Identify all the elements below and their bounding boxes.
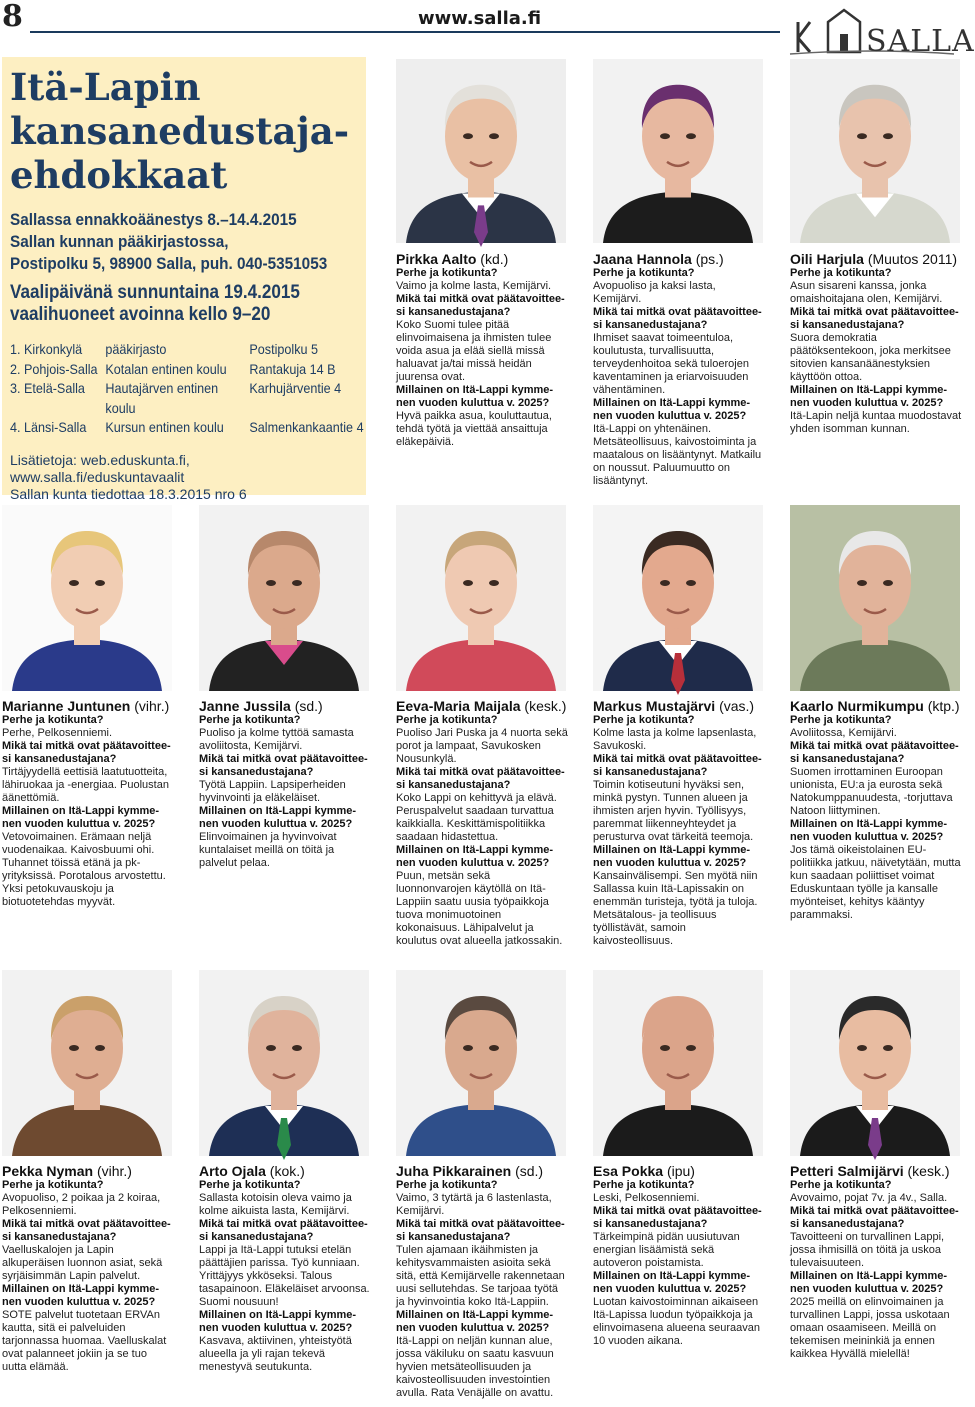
question-future [593, 1270, 765, 1296]
question-future-line: Millainen on Itä-Lappi kymme- [593, 1270, 751, 1282]
location-address: Postipolku 5 [249, 341, 319, 357]
question-goals-line: Mikä tai mitkä ovat päätavoittee- [790, 306, 959, 318]
polling-locations [10, 340, 370, 438]
question-future-line: nen vuoden kuluttua v. 2025? [396, 397, 550, 409]
location-address: Karhujärventie 4 [249, 380, 342, 396]
candidate-name [396, 1164, 568, 1179]
candidate-profile [396, 699, 568, 948]
election-info-box [2, 57, 366, 502]
candidate-photo [396, 505, 566, 691]
question-future [593, 844, 765, 870]
answer-future: Luotan kaivostoiminnan aikaiseen Itä-Lapissa luodun työpaikkoja ja elinvoimasena alueena seuraavan 10 vuoden aikana. [593, 1296, 760, 1347]
early-voting-line: Sallan kunnan pääkirjastossa, [10, 232, 229, 251]
answer-goals: Tavoitteeni on turvallinen Lappi, jossa ihmisillä on töitä ja uskoa tulevaisuuteen. [790, 1231, 945, 1269]
question-family: Perhe ja kotikunta? [2, 1179, 104, 1191]
question-goals [396, 293, 568, 319]
question-future [199, 1309, 371, 1335]
question-family: Perhe ja kotikunta? [396, 714, 498, 726]
answer-future: Puun, metsän sekä luonnonvarojen käytöllä on Itä-Lappiin saatu uusia työpaikkoja tuova monimuotoinen kokonaisuus. Lähipalvelut ja koulutus ovat alueella jatkossakin. [396, 870, 563, 947]
question-future-line: nen vuoden kuluttua v. 2025? [593, 410, 747, 422]
candidate-name [396, 252, 568, 267]
candidate-name-text: Markus Mustajärvi [593, 698, 716, 714]
question-goals-line: Mikä tai mitkä ovat päätavoittee- [593, 1205, 762, 1217]
question-future [593, 397, 765, 423]
question-goals-line: si kansanedustajana? [593, 766, 708, 778]
polling-location [10, 379, 370, 418]
candidate-party: (kesk.) [524, 698, 567, 714]
page-number: 8 [2, 0, 23, 34]
location-place: Hautajärven entinen koulu [105, 380, 219, 416]
question-future [396, 1309, 568, 1335]
question-future-line: nen vuoden kuluttua v. 2025? [790, 831, 944, 843]
question-goals-line: si kansanedustajana? [396, 779, 511, 791]
question-family: Perhe ja kotikunta? [593, 267, 695, 279]
candidate-name [790, 699, 962, 714]
candidate-party: (vihr.) [134, 698, 170, 714]
answer-goals: Toimin kotiseutuni hyväksi sen, minkä pystyn. Tunnen alueen ja ihmisten arjen hyvin. Työllisyys, paremmat liikenneyhteydet ja perusturva ovat tärkeitä teemoja. [593, 779, 754, 843]
info-title-line: kansanedustaja- [10, 109, 350, 153]
candidate-name [593, 1164, 765, 1179]
answer-family: Avopuoliso ja kaksi lasta, Kemijärvi. [593, 280, 716, 305]
candidate-name-text: Petteri Salmijärvi [790, 1163, 904, 1179]
candidate-party: (sd.) [294, 698, 323, 714]
question-family: Perhe ja kotikunta? [2, 714, 104, 726]
answer-family: Puoliso Jari Puska ja 4 nuorta sekä porot ja lampaat, Savukosken Nousunkylä. [396, 727, 568, 765]
early-voting-line: Postipolku 5, 98900 Salla, puh. 040-5351053 [10, 254, 328, 273]
candidate-photo [199, 505, 369, 691]
info-title-line: ehdokkaat [10, 153, 228, 197]
question-goals-line: si kansanedustajana? [790, 1218, 905, 1230]
polling-location [10, 340, 370, 360]
question-goals [593, 306, 765, 332]
question-future [790, 384, 962, 410]
answer-future: Itä-Lapin neljä kuntaa muodostavat yhden isomman kunnan. [790, 410, 962, 435]
candidate-photo [790, 505, 960, 691]
candidate-name [790, 252, 962, 267]
question-goals [790, 1205, 962, 1231]
question-goals-line: Mikä tai mitkä ovat päätavoittee- [2, 1218, 171, 1230]
answer-future: Itä-Lappi on yhtenäinen. Metsäteollisuus, kaivostoiminta ja maatalous on lisääntynyt. Matkailu on noussut. Paluumuutto on lisääntynyt. [593, 423, 762, 487]
question-future-line: nen vuoden kuluttua v. 2025? [396, 857, 550, 869]
candidate-profile [199, 1164, 371, 1374]
candidate-photo [2, 970, 172, 1156]
question-family: Perhe ja kotikunta? [396, 1179, 498, 1191]
answer-future: Vetovoimainen. Erämaan neljä vuodenaikaa. Kaivosbuumi ohi. Tuhannet töissä etänä ja pk-yrityksissä. Porotalous arvostettu. Yksi petokuvauskoju ja biotuotetehdas myyvät. [2, 831, 166, 908]
candidate-name [2, 699, 174, 714]
candidate-profile [593, 252, 765, 488]
candidate-name-text: Oili Harjula [790, 251, 864, 267]
candidate-name-text: Jaana Hannola [593, 251, 692, 267]
question-future-line: nen vuoden kuluttua v. 2025? [593, 857, 747, 869]
location-name: 3. Etelä-Salla [10, 380, 85, 396]
question-future-line: nen vuoden kuluttua v. 2025? [396, 1322, 550, 1334]
candidate-party: (vihr.) [96, 1163, 132, 1179]
question-goals-line: Mikä tai mitkä ovat päätavoittee- [593, 753, 762, 765]
question-future [396, 384, 568, 410]
question-goals-line: si kansanedustajana? [790, 319, 905, 331]
question-goals-line: Mikä tai mitkä ovat päätavoittee- [790, 1205, 959, 1217]
question-family: Perhe ja kotikunta? [593, 714, 695, 726]
question-goals [199, 753, 371, 779]
answer-goals: Tirtäjyydellä eettisiä laatutuotteita, lähiruokaa ja -energiaa. Puolustan äänettömiä. [2, 766, 169, 804]
candidate-name [199, 1164, 371, 1179]
question-goals-line: si kansanedustajana? [2, 753, 117, 765]
question-goals-line: Mikä tai mitkä ovat päätavoittee- [2, 740, 171, 752]
candidate-party: (ktp.) [927, 698, 960, 714]
question-future-line: Millainen on Itä-Lappi kymme- [593, 844, 751, 856]
early-voting-line: Sallassa ennakkoäänestys 8.–14.4.2015 [10, 210, 297, 229]
answer-future: SOTE palvelut tuotetaan ERVAn kautta, sitä ei palveluiden tarjonnassa huomaa. Vaelluskalat ovat palanneet jokiin ja se tuo uutta elämää. [2, 1309, 167, 1373]
question-future [2, 1283, 174, 1309]
question-goals [790, 306, 962, 332]
location-name: 2. Pohjois-Salla [10, 360, 98, 377]
salla-logo [788, 8, 975, 60]
candidate-photo [790, 59, 960, 243]
answer-family: Avopuoliso, 2 poikaa ja 2 koiraa, Pelkosenniemi. [2, 1192, 161, 1217]
question-goals-line: si kansanedustajana? [396, 306, 511, 318]
question-future-line: Millainen on Itä-Lappi kymme- [790, 384, 948, 396]
notice-text: Sallan kunta tiedottaa 18.3.2015 nro 6 [10, 485, 247, 502]
question-family: Perhe ja kotikunta? [199, 1179, 301, 1191]
answer-family: Avoliitossa, Kemijärvi. [790, 727, 897, 739]
question-goals-line: si kansanedustajana? [593, 319, 708, 331]
answer-goals: Tärkeimpinä pidän uusiutuvan energian lisäämistä sekä autoveron poistamista. [593, 1231, 740, 1269]
candidate-party: (vas.) [719, 698, 755, 714]
question-future-line: nen vuoden kuluttua v. 2025? [2, 818, 156, 830]
question-future-line: Millainen on Itä-Lappi kymme- [396, 384, 554, 396]
question-goals-line: si kansanedustajana? [396, 1231, 511, 1243]
answer-family: Puoliso ja kolme tyttöä samasta avoliitosta, Kemijärvi. [199, 727, 354, 752]
candidate-photo [396, 970, 566, 1156]
candidate-profile [790, 252, 962, 436]
question-goals-line: si kansanedustajana? [593, 1218, 708, 1230]
question-future-line: Millainen on Itä-Lappi kymme- [396, 1309, 554, 1321]
answer-goals: Ihmiset saavat toimeentuloa, koulutusta, turvallisuutta, terveydenhoitoa sekä tuloerojen kaventaminen ja eriarvoisuuden vähentäminen. [593, 332, 749, 396]
question-goals [199, 1218, 371, 1244]
candidate-profile [199, 699, 371, 870]
answer-future: Kasvava, aktiivinen, yhteistyötä alueella ja yli rajan tekevä menestyvä seutukunta. [199, 1335, 352, 1373]
answer-family: Perhe, Pelkosenniemi. [2, 727, 113, 739]
question-family: Perhe ja kotikunta? [396, 267, 498, 279]
question-goals [2, 1218, 174, 1244]
question-future-line: Millainen on Itä-Lappi kymme- [2, 805, 160, 817]
candidate-party: (Muutos 2011) [867, 251, 958, 267]
question-goals-line: si kansanedustajana? [199, 766, 314, 778]
candidate-name-text: Arto Ojala [199, 1163, 266, 1179]
question-future-line: Millainen on Itä-Lappi kymme- [2, 1283, 160, 1295]
location-place: Kotalan entinen koulu [105, 360, 227, 377]
early-voting [10, 209, 370, 275]
question-goals-line: Mikä tai mitkä ovat päätavoittee- [396, 1218, 565, 1230]
question-goals-line: Mikä tai mitkä ovat päätavoittee- [593, 306, 762, 318]
candidate-name-text: Marianne Juntunen [2, 698, 131, 714]
candidate-name [2, 1164, 174, 1179]
candidate-profile [396, 252, 568, 449]
location-place: Kursun entinen koulu [105, 419, 224, 435]
answer-future: Elinvoimainen ja hyvinvoivat kuntalaiset meillä on töitä ja palvelut pelaa. [199, 831, 337, 869]
question-future-line: Millainen on Itä-Lappi kymme- [790, 818, 948, 830]
candidate-photo [593, 59, 763, 243]
candidate-profile [790, 699, 962, 922]
candidate-name-text: Pekka Nyman [2, 1163, 94, 1179]
answer-family: Avovaimo, pojat 7v. ja 4v., Salla. [790, 1192, 948, 1204]
answer-family: Leski, Pelkosenniemi. [593, 1192, 700, 1204]
question-goals [790, 740, 962, 766]
candidate-party: (ipu) [666, 1163, 695, 1179]
location-name: 4. Länsi-Salla [10, 419, 87, 435]
question-future-line: Millainen on Itä-Lappi kymme- [199, 1309, 357, 1321]
answer-goals: Tulen ajamaan ikäihmisten ja kehitysvammaisten asioita sekä sitä, että Kemijärvelle rakennetaan uusi sellutehdas. Se tarjoaa työtä ja hyvinvointia koko Itä-Lappiin. [396, 1244, 565, 1308]
question-future-line: Millainen on Itä-Lappi kymme- [199, 805, 357, 817]
candidate-profile [593, 699, 765, 948]
question-future-line: nen vuoden kuluttua v. 2025? [199, 818, 353, 830]
candidate-profile [2, 1164, 174, 1374]
question-future-line: Millainen on Itä-Lappi kymme- [593, 397, 751, 409]
answer-family: Vaimo ja kolme lasta, Kemijärvi. [396, 280, 552, 292]
answer-goals: Koko Suomi tulee pitää elinvoimaisena ja ihmisten tulee voida asua ja elää siellä missä haluavat ja/tai missä heidän juurensa ovat. [396, 319, 552, 383]
candidate-profile [790, 1164, 962, 1361]
question-future [790, 1270, 962, 1296]
candidate-name [593, 699, 765, 714]
question-goals [593, 1205, 765, 1231]
location-address: Salmenkankaantie 4 [249, 419, 364, 435]
polling-location [10, 418, 370, 438]
question-family: Perhe ja kotikunta? [199, 714, 301, 726]
question-family: Perhe ja kotikunta? [790, 714, 892, 726]
candidate-name-text: Janne Jussila [199, 698, 291, 714]
question-goals [2, 740, 174, 766]
answer-goals: Koko Lappi on kehittyvä ja elävä. Peruspalvelut saadaan turvattua kaikkialla. Keskittämispolitiikka saadaan hidastettua. [396, 792, 557, 843]
question-future-line: nen vuoden kuluttua v. 2025? [2, 1296, 156, 1308]
candidate-name-text: Juha Pikkarainen [396, 1163, 512, 1179]
location-place: pääkirjasto [105, 341, 167, 357]
answer-goals: Vaelluskalojen ja Lapin alkuperäisen luonnon asiat, sekä syrjäisimmän Lapin palvelut. [2, 1244, 163, 1282]
question-future-line: nen vuoden kuluttua v. 2025? [593, 1283, 747, 1295]
header-rule [30, 31, 780, 33]
question-family: Perhe ja kotikunta? [593, 1179, 695, 1191]
candidate-profile [2, 699, 174, 909]
logo-text: SALLA [866, 24, 975, 59]
question-future [199, 805, 371, 831]
question-goals-line: Mikä tai mitkä ovat päätavoittee- [396, 293, 565, 305]
question-future-line: nen vuoden kuluttua v. 2025? [790, 397, 944, 409]
answer-family: Kolme lasta ja kolme lapsenlasta, Savukoski. [593, 727, 757, 752]
candidate-photo [396, 59, 566, 243]
answer-goals: Suomen irrottaminen Euroopan unionista, EU:a ja eurosta sekä Natokumppanuudesta, -torjuttava Natoon liittyminen. [790, 766, 953, 817]
question-goals-line: Mikä tai mitkä ovat päätavoittee- [199, 753, 368, 765]
answer-family: Asun sisareni kanssa, jonka omaishoitajana olen, Kemijärvi. [790, 280, 943, 305]
location-address: Rantakuja 14 B [249, 360, 336, 377]
answer-family: Vaimo, 3 tytärtä ja 6 lastenlasta, Kemijärvi. [396, 1192, 552, 1217]
location-name: 1. Kirkonkylä [10, 341, 83, 357]
question-family: Perhe ja kotikunta? [790, 1179, 892, 1191]
candidate-name-text: Eeva-Maria Maijala [396, 698, 521, 714]
info-title-line: Itä-Lapin [10, 65, 201, 109]
election-day-line: Vaalipäivänä sunnuntaina 19.4.2015 [10, 282, 300, 303]
question-goals-line: Mikä tai mitkä ovat päätavoittee- [396, 766, 565, 778]
candidate-party: (kesk.) [907, 1163, 950, 1179]
candidate-party: (kok.) [269, 1163, 305, 1179]
candidate-name-text: Esa Pokka [593, 1163, 664, 1179]
answer-future: Hyvä paikka asua, kouluttautua, tehdä työtä ja viettää ansaittuja eläkepäiviä. [396, 410, 552, 448]
site-url: www.salla.fi [418, 8, 542, 29]
question-goals-line: si kansanedustajana? [2, 1231, 117, 1243]
question-future [2, 805, 174, 831]
polling-location [10, 360, 370, 380]
answer-future: Itä-Lappi on neljän kunnan alue, jossa väkiluku on saatu kasvuun hyvien metsäteollisuuden ja kaivosteollisuuden investointien avulla. Rata Venäjälle on avattu. [396, 1335, 554, 1399]
question-future [396, 844, 568, 870]
question-goals [396, 766, 568, 792]
question-goals-line: Mikä tai mitkä ovat päätavoittee- [790, 740, 959, 752]
answer-family: Sallasta kotoisin oleva vaimo ja kolme aikuista lasta, Kemijärvi. [199, 1192, 352, 1217]
answer-future: Jos tämä oikeistolainen EU-politiikka jatkuu, näivetytään, mutta kun saadaan poliittiset voimat Eduskuntaan työlle ja kansalle myönteiset, kehitys kääntyy parammaksi. [790, 844, 961, 921]
candidate-photo [593, 505, 763, 691]
candidate-name-text: Kaarlo Nurmikumpu [790, 698, 924, 714]
question-goals [593, 753, 765, 779]
answer-future: 2025 meillä on elinvoimainen ja turvallinen Lappi, jossa uskotaan omaan osaamiseen. Meillä on tekemisen meininkiä ja ennen kaikkea Hyvällä mielellä! [790, 1296, 950, 1360]
answer-goals: Työtä Lappiin. Lapsiperheiden hyvinvointi ja eläkeläiset. [199, 779, 346, 804]
candidate-name [396, 699, 568, 714]
candidate-party: (kd.) [480, 251, 509, 267]
candidate-name [199, 699, 371, 714]
election-day [10, 282, 370, 326]
election-day-line: vaalihuoneet avoinna kello 9–20 [10, 304, 271, 325]
candidate-photo [199, 970, 369, 1156]
candidate-party: (sd.) [515, 1163, 544, 1179]
question-future [790, 818, 962, 844]
candidate-name [593, 252, 765, 267]
candidate-name [790, 1164, 962, 1179]
question-goals-line: si kansanedustajana? [790, 753, 905, 765]
candidate-name-text: Pirkka Aalto [396, 251, 477, 267]
question-future-line: nen vuoden kuluttua v. 2025? [790, 1283, 944, 1295]
question-goals [396, 1218, 568, 1244]
more-info-link[interactable]: Lisätietoja: web.eduskunta.fi, www.salla.fi/eduskuntavaalit [10, 451, 190, 485]
candidate-party: (ps.) [695, 251, 724, 267]
candidate-profile [593, 1164, 765, 1348]
candidate-photo [593, 970, 763, 1156]
candidate-photo [790, 970, 960, 1156]
question-family: Perhe ja kotikunta? [790, 267, 892, 279]
question-goals-line: si kansanedustajana? [199, 1231, 314, 1243]
answer-goals: Lappi ja Itä-Lappi tutuksi etelän päättäjien parissa. Työ kunniaan. Yrittäjyys ykköseksi. Talous tasapainoon. Eläkeläiset arvoonsa. Suomi nousuun! [199, 1244, 370, 1308]
answer-future: Kansainvälisempi. Sen myötä niin Sallassa kuin Itä-Lapissakin on enemmän turisteja, työtä ja tuloja. Metsätalous- ja teollisuus työllistävät, samoin kaivosteollisuus. [593, 870, 758, 947]
question-goals-line: Mikä tai mitkä ovat päätavoittee- [199, 1218, 368, 1230]
question-future-line: Millainen on Itä-Lappi kymme- [396, 844, 554, 856]
question-future-line: Millainen on Itä-Lappi kymme- [790, 1270, 948, 1282]
candidate-photo [2, 505, 172, 691]
candidate-profile [396, 1164, 568, 1400]
answer-goals: Suora demokratia päätöksentekoon, joka merkitsee sitovien kansanäänestyksien käyttöön ottoa. [790, 332, 951, 383]
info-title [10, 65, 360, 197]
question-future-line: nen vuoden kuluttua v. 2025? [199, 1322, 353, 1334]
